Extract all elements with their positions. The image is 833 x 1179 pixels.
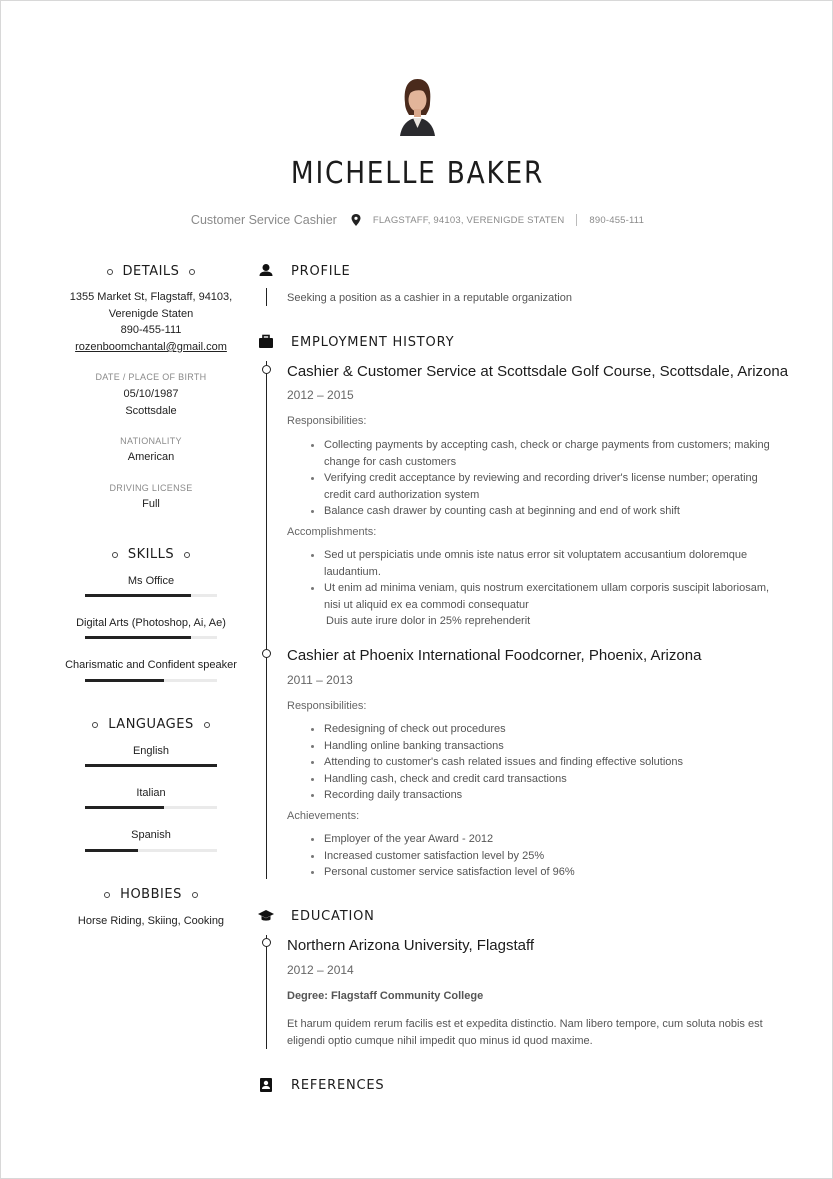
list-item: Verifying credit acceptance by reviewing and recording driver's license number; operating credit card authorization system: [311, 470, 781, 503]
list-item: Employer of the year Award - 2012: [311, 831, 781, 848]
list-item: Duis aute irure dolor in 25% reprehenderit: [326, 615, 531, 627]
birthplace-value: Scottsdale: [125, 405, 177, 417]
skill-level-bar: [85, 636, 217, 639]
timeline-node: [262, 938, 271, 947]
responsibilities-list: [311, 437, 781, 520]
bullet-dot-icon: [112, 552, 118, 558]
list-item: Handling cash, check and credit card transactions: [311, 771, 781, 788]
timeline-line: [266, 288, 267, 306]
skills-heading-label: SKILLS: [127, 547, 175, 562]
languages-heading-label: LANGUAGES: [108, 717, 194, 732]
bullet-dot-icon: [189, 269, 195, 275]
list-item: Personal customer service satisfaction level of 96%: [311, 864, 781, 881]
language-name: English: [132, 745, 170, 757]
job-dates-2: 2011 – 2013: [287, 673, 353, 687]
skill-name: Ms Office: [127, 575, 175, 587]
language-level-bar: [85, 806, 217, 809]
person-icon: [257, 263, 275, 279]
hobbies-heading: [61, 887, 241, 902]
list-item: Ut enim ad minima veniam, quis nostrum exercitationem ullam corporis suscipit laboriosam, nisi ut aliquid ex ea commodi consequatur: [311, 580, 781, 613]
timeline-line: [266, 361, 267, 879]
school-name: Northern Arizona University, Flagstaff: [287, 937, 535, 954]
skills-heading: [61, 547, 241, 562]
job-title-2: Cashier at Phoenix International Foodcorner, Phoenix, Arizona: [287, 647, 702, 664]
nationality-value: American: [127, 451, 175, 463]
bullet-dot-icon: [184, 552, 190, 558]
license-label: DRIVING LICENSE: [109, 483, 193, 493]
graduation-cap-icon: [257, 908, 275, 924]
list-item: Handling online banking transactions: [311, 738, 781, 755]
address-line-2: Verenigde Staten: [108, 308, 194, 320]
email-link[interactable]: rozenboomchantal@gmail.com: [75, 341, 227, 353]
list-item: Collecting payments by accepting cash, check or charge payments from customers; making change for cash customers: [311, 437, 781, 470]
languages-heading: [61, 717, 241, 732]
bullet-dot-icon: [104, 892, 110, 898]
degree-text: Degree: Flagstaff Community College: [287, 990, 484, 1002]
accomplishments-list: [311, 547, 781, 630]
education-dates: 2012 – 2014: [287, 963, 354, 977]
candidate-name: MICHELLE BAKER: [290, 156, 545, 191]
language-level-bar: [85, 849, 217, 852]
list-item: Redesigning of check out procedures: [311, 721, 781, 738]
language-level-bar: [85, 764, 217, 767]
skill-level-bar: [85, 594, 217, 597]
location-pin-icon: [351, 214, 361, 226]
achievements-list: [311, 831, 781, 881]
bullet-dot-icon: [107, 269, 113, 275]
briefcase-icon: [257, 334, 275, 350]
list-item: Balance cash drawer by counting cash at beginning and end of work shift: [311, 503, 781, 520]
list-item: Increased customer satisfaction level by 25%: [311, 848, 781, 865]
skill-level-bar: [85, 679, 217, 682]
header-phone: 890-455-111: [589, 214, 645, 226]
details-heading-label: DETAILS: [122, 264, 180, 279]
timeline-line: [266, 935, 267, 1049]
profile-heading: PROFILE: [291, 264, 351, 279]
responsibilities-list: [311, 721, 781, 804]
skill-level-fill: [85, 594, 191, 597]
details-heading: [61, 264, 241, 279]
bullet-dot-icon: [204, 722, 210, 728]
license-value: Full: [142, 498, 160, 510]
bullet-dot-icon: [192, 892, 198, 898]
details-phone: 890-455-111: [120, 324, 182, 336]
responsibilities-label: Responsibilities:: [287, 700, 367, 712]
hobbies-text: Horse Riding, Skiing, Cooking: [77, 915, 225, 927]
skill-level-fill: [85, 679, 164, 682]
language-name: Spanish: [131, 829, 171, 841]
skill-name: Charismatic and Confident speaker: [65, 659, 237, 671]
hobbies-heading-label: HOBBIES: [120, 887, 182, 902]
job-title-1: Cashier & Customer Service at Scottsdale Golf Course, Scottsdale, Arizona: [287, 363, 789, 380]
nationality-label: NATIONALITY: [120, 436, 182, 446]
divider: [576, 214, 577, 226]
dob-value: 05/10/1987: [123, 388, 179, 400]
address-line-1: 1355 Market St, Flagstaff, 94103,: [69, 291, 233, 303]
timeline-node: [262, 649, 271, 658]
job-dates-1: 2012 – 2015: [287, 388, 354, 402]
list-item: Recording daily transactions: [311, 787, 781, 804]
job-title: Customer Service Cashier: [190, 213, 337, 227]
profile-text: Seeking a position as a cashier in a reputable organization: [287, 292, 572, 304]
list-item: Attending to customer's cash related issues and finding effective solutions: [311, 754, 781, 771]
header-location: FLAGSTAFF, 94103, VERENIGDE STATEN: [372, 214, 565, 226]
accomplishments-label: Accomplishments:: [287, 526, 377, 538]
employment-heading: EMPLOYMENT HISTORY: [291, 335, 455, 350]
achievements-label: Achievements:: [287, 810, 360, 822]
language-level-fill: [85, 764, 217, 767]
profile-photo: [386, 73, 449, 136]
timeline-node: [262, 365, 271, 374]
skill-level-fill: [85, 636, 191, 639]
responsibilities-label: Responsibilities:: [287, 415, 367, 427]
language-level-fill: [85, 849, 138, 852]
language-level-fill: [85, 806, 164, 809]
bullet-dot-icon: [92, 722, 98, 728]
education-heading: EDUCATION: [291, 909, 375, 924]
references-heading: REFERENCES: [291, 1078, 385, 1093]
education-description: Et harum quidem rerum facilis est et expedita distinctio. Nam libero tempore, cum soluta nobis est eligendi optio cumque nihil impedit quo minus id quod maxime.: [287, 1018, 763, 1047]
language-name: Italian: [136, 787, 166, 799]
skill-name: Digital Arts (Photoshop, Ai, Ae): [76, 617, 226, 629]
contact-card-icon: [257, 1077, 275, 1093]
header-contact-line: [1, 213, 833, 227]
list-item: Sed ut perspiciatis unde omnis iste natus error sit voluptatem accusantium doloremque laudantium.: [311, 547, 781, 580]
dob-label: DATE / PLACE OF BIRTH: [95, 372, 207, 382]
